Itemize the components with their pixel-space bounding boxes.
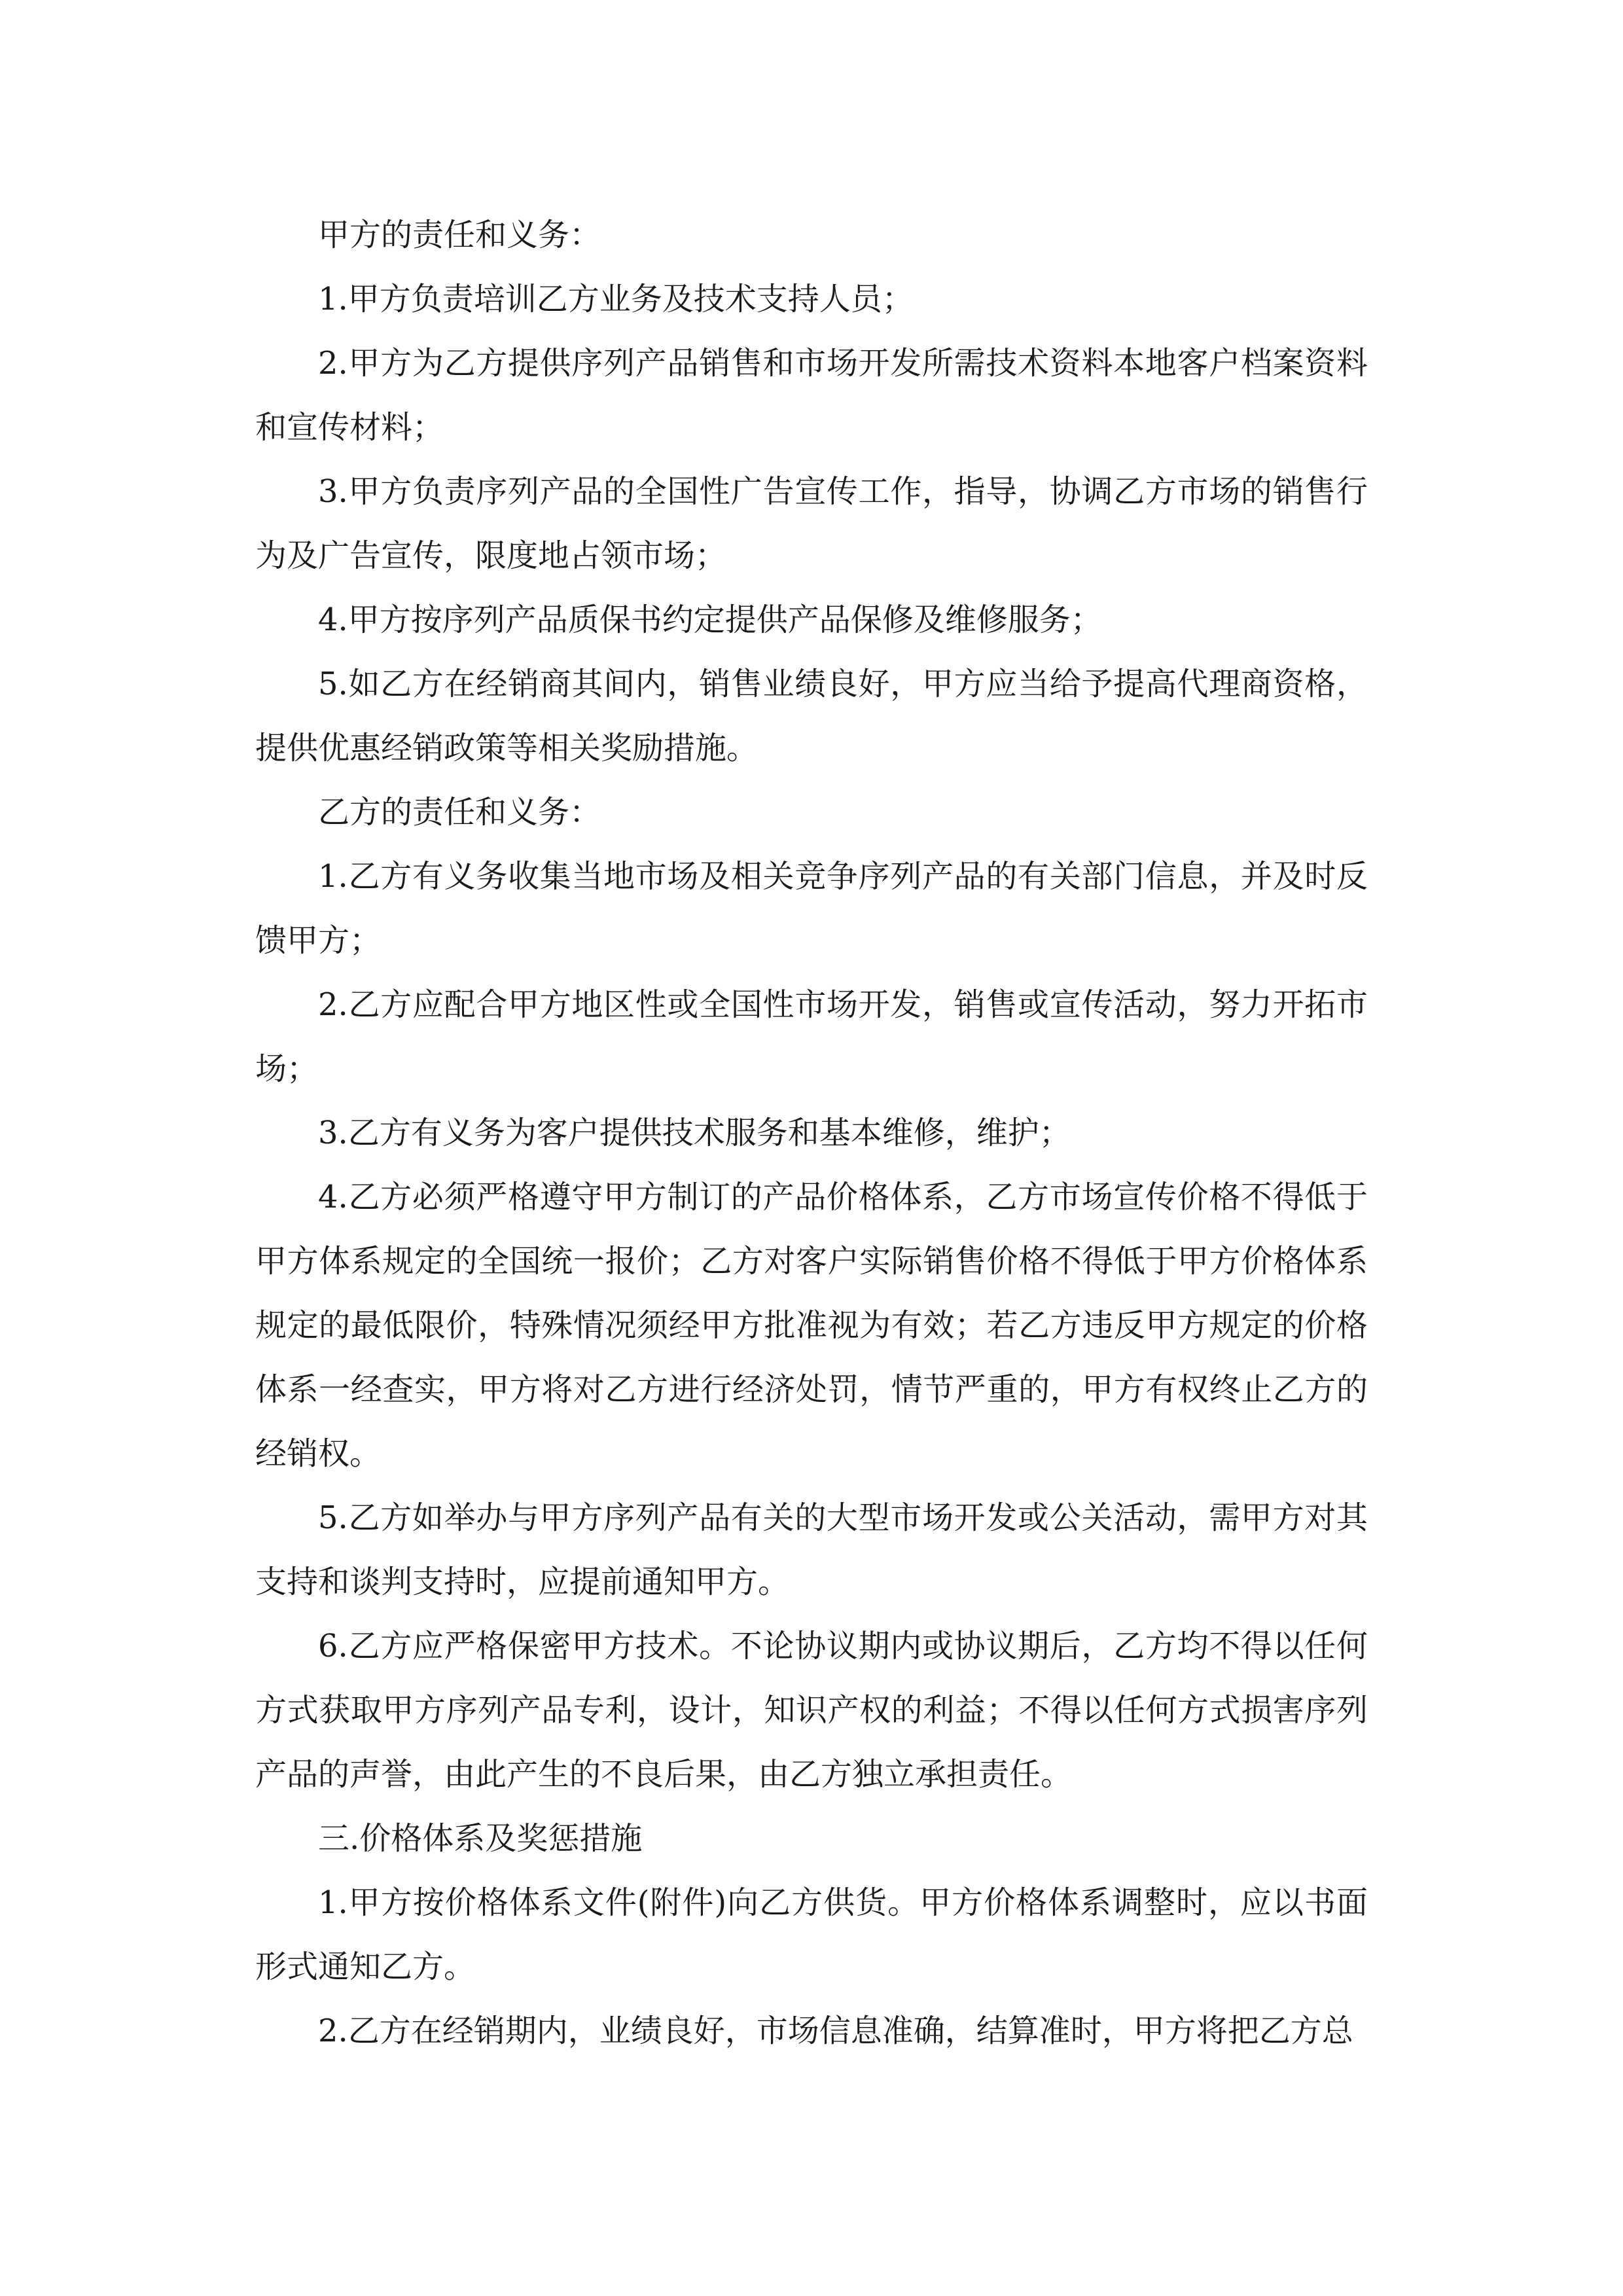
party-b-item-2: 2.乙方应配合甲方地区性或全国性市场开发，销售或宣传活动，努力开拓市场； (255, 986, 1368, 1087)
section-3-heading: 三.价格体系及奖惩措施 (318, 1820, 643, 1857)
heading-party-a-duties: 甲方的责任和义务： (318, 217, 601, 253)
section-3-item-1: 1.甲方按价格体系文件(附件)向乙方供货。甲方价格体系调整时，应以书面形式通知乙方。 (255, 1884, 1368, 1985)
document-body (255, 203, 1368, 2063)
party-a-item-5: 5.如乙方在经销商其间内，销售业绩良好，甲方应当给予提高代理商资格，提供优惠经销政策等相关奖励措施。 (255, 666, 1368, 766)
party-a-item-4: 4.甲方按序列产品质保书约定提供产品保修及维修服务； (318, 601, 1102, 638)
party-b-item-3: 3.乙方有义务为客户提供技术服务和基本维修，维护； (318, 1115, 1071, 1151)
party-b-item-6: 6.乙方应严格保密甲方技术。不论协议期内或协议期后，乙方均不得以任何方式获取甲方序列产品专利，设计，知识产权的利益；不得以任何方式损害序列产品的声誉，由此产生的不良后果，由乙方独立承担责任。 (255, 1628, 1368, 1793)
party-b-item-5: 5.乙方如举办与甲方序列产品有关的大型市场开发或公关活动，需甲方对其支持和谈判支持时，应提前通知甲方。 (255, 1499, 1368, 1600)
party-b-item-4: 4.乙方必须严格遵守甲方制订的产品价格体系，乙方市场宣传价格不得低于甲方体系规定的全国统一报价；乙方对客户实际销售价格不得低于甲方价格体系规定的最低限价，特殊情况须经甲方批准视为有效；若乙方违反甲方规定的价格体系一经查实，甲方将对乙方进行经济处罚，情节严重的，甲方有权终止乙方的经销权。 (255, 1179, 1368, 1472)
section-3-item-2: 2.乙方在经销期内，业绩良好，市场信息准确，结算准时，甲方将把乙方总 (318, 2013, 1353, 2049)
party-a-item-3: 3.甲方负责序列产品的全国性广告宣传工作，指导，协调乙方市场的销售行为及广告宣传，限度地占领市场； (255, 473, 1368, 574)
party-b-item-1: 1.乙方有义务收集当地市场及相关竞争序列产品的有关部门信息，并及时反馈甲方； (255, 858, 1368, 959)
party-a-item-1: 1.甲方负责培训乙方业务及技术支持人员； (318, 281, 914, 317)
party-a-item-2: 2.甲方为乙方提供序列产品销售和市场开发所需技术资料本地客户档案资料和宣传材料； (255, 345, 1368, 446)
heading-party-b-duties: 乙方的责任和义务： (318, 794, 601, 831)
